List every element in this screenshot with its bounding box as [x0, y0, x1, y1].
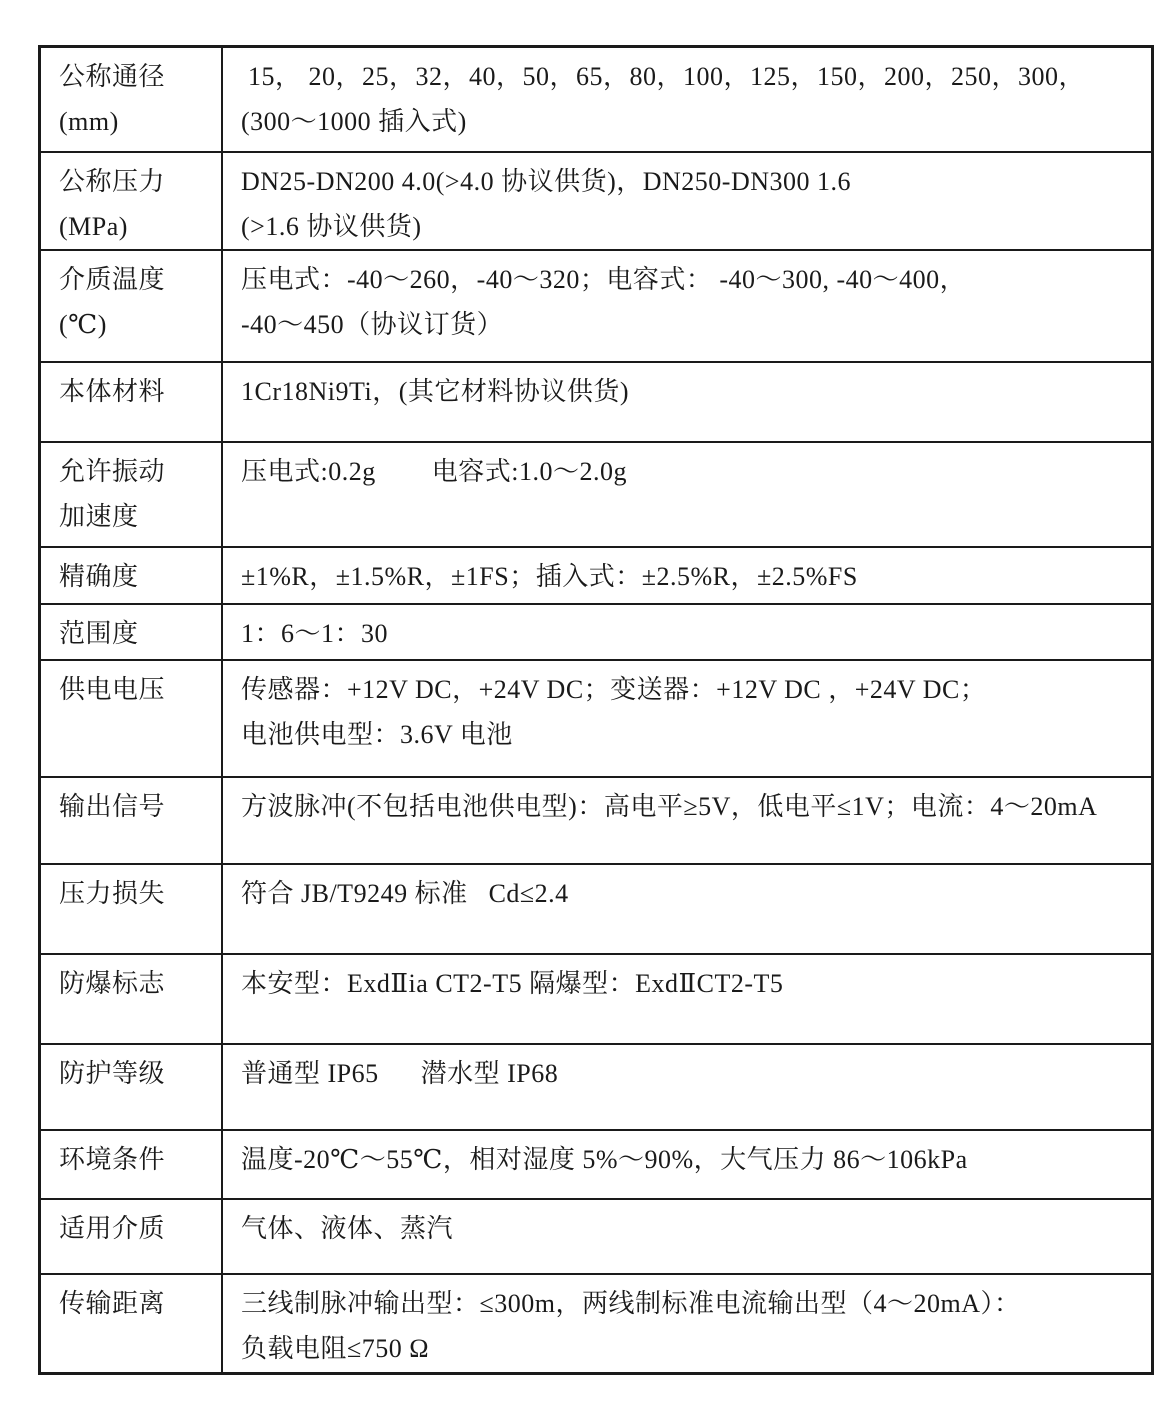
spec-label-cell: [40, 1130, 223, 1199]
spec-label: 供电电压: [59, 674, 166, 704]
spec-value-cell: [222, 362, 1152, 442]
spec-value-cell: [222, 1130, 1152, 1199]
spec-label: 防护等级: [59, 1058, 166, 1088]
spec-value-cell: [222, 864, 1152, 954]
spec-table: [38, 45, 1154, 1375]
table-row: [40, 362, 1153, 442]
spec-label-cell: [40, 864, 223, 954]
spec-label-cell: [40, 660, 223, 777]
spec-label: 介质温度: [59, 264, 166, 294]
spec-label: 环境条件: [59, 1144, 166, 1174]
spec-label: 加速度: [59, 501, 139, 531]
table-row: [40, 250, 1153, 362]
table-row: [40, 442, 1153, 547]
spec-value: 符合 JB/T9249 标准 Cd≤2.4: [241, 878, 569, 908]
spec-value: -40～450（协议订货）: [241, 309, 504, 339]
spec-label-cell: [40, 362, 223, 442]
spec-label-cell: [40, 777, 223, 864]
table-row: [40, 547, 1153, 604]
spec-label: (℃): [59, 309, 107, 339]
spec-value: 温度-20℃～55℃，相对湿度 5%～90%，大气压力 86～106kPa: [241, 1144, 968, 1174]
spec-label-cell: [40, 604, 223, 660]
spec-value-cell: [222, 954, 1152, 1044]
spec-value: (300～1000 插入式): [241, 107, 467, 136]
spec-value: ±1%R，±1.5%R，±1FS；插入式：±2.5%R，±2.5%FS: [241, 561, 858, 591]
spec-value: 负载电阻≤750 Ω: [241, 1333, 430, 1363]
spec-value: 压电式：-40～260，-40～320；电容式： -40～300, -40～400，: [241, 264, 967, 294]
spec-label: 公称压力: [59, 166, 166, 196]
spec-label: 本体材料: [59, 376, 166, 406]
spec-value-cell: [222, 777, 1152, 864]
table-row: [40, 1044, 1153, 1130]
table-row: [40, 777, 1153, 864]
spec-value: 普通型 IP65 潜水型 IP68: [241, 1058, 559, 1088]
spec-value: 方波脉冲(不包括电池供电型)：高电平≥5V，低电平≤1V；电流：4～20mA: [241, 791, 1098, 821]
spec-label: 防爆标志: [59, 968, 166, 998]
spec-label: 输出信号: [59, 791, 166, 821]
spec-label-cell: [40, 47, 223, 152]
spec-label: 范围度: [59, 618, 139, 648]
spec-value: 1：6～1：30: [241, 618, 389, 648]
spec-value: 1Cr18Ni9Ti，(其它材料协议供货): [241, 376, 630, 406]
spec-value-cell: [222, 547, 1152, 604]
spec-value: 电池供电型：3.6V 电池: [241, 719, 513, 749]
spec-value-cell: [222, 1044, 1152, 1130]
table-row: [40, 660, 1153, 777]
spec-value-cell: [222, 47, 1152, 152]
spec-value: DN25-DN200 4.0(>4.0 协议供货)，DN250-DN300 1.6: [241, 166, 852, 196]
spec-label-cell: [40, 250, 223, 362]
spec-label: 适用介质: [59, 1213, 166, 1243]
spec-value-cell: [222, 152, 1152, 250]
spec-value: 气体、液体、蒸汽: [241, 1213, 454, 1243]
spec-label-cell: [40, 1274, 223, 1374]
spec-value-cell: [222, 1274, 1152, 1374]
table-row: [40, 152, 1153, 250]
spec-label-cell: [40, 1044, 223, 1130]
spec-label: (MPa): [59, 211, 128, 241]
table-row: [40, 47, 1153, 152]
table-row: [40, 864, 1153, 954]
spec-value-cell: [222, 604, 1152, 660]
spec-label: 允许振动: [59, 456, 166, 486]
spec-label: 公称通径: [59, 62, 166, 91]
spec-value-cell: [222, 442, 1152, 547]
table-row: [40, 604, 1153, 660]
spec-value: 传感器：+12V DC，+24V DC；变送器：+12V DC ，+24V DC；: [241, 674, 987, 704]
table-row: [40, 1274, 1153, 1374]
spec-value-cell: [222, 1199, 1152, 1274]
table-row: [40, 1199, 1153, 1274]
spec-label-cell: [40, 547, 223, 604]
spec-label: 传输距离: [59, 1288, 166, 1318]
spec-label-cell: [40, 442, 223, 547]
spec-label: (mm): [59, 107, 119, 136]
spec-value-cell: [222, 250, 1152, 362]
table-row: [40, 954, 1153, 1044]
spec-label-cell: [40, 954, 223, 1044]
spec-label: 压力损失: [59, 878, 166, 908]
spec-value: 三线制脉冲输出型：≤300m，两线制标准电流输出型（4～20mA）：: [241, 1288, 1021, 1318]
spec-value: 压电式:0.2g 电容式:1.0～2.0g: [241, 456, 627, 486]
spec-label-cell: [40, 152, 223, 250]
table-row: [40, 1130, 1153, 1199]
spec-value: 15， 20，25，32，40，50，65，80，100，125，150，200，250，300，: [241, 62, 1086, 91]
spec-value: (>1.6 协议供货): [241, 211, 422, 241]
spec-label-cell: [40, 1199, 223, 1274]
spec-value-cell: [222, 660, 1152, 777]
spec-value: 本安型：ExdⅡia CT2-T5 隔爆型：ExdⅡCT2-T5: [241, 968, 784, 998]
spec-label: 精确度: [59, 561, 139, 591]
